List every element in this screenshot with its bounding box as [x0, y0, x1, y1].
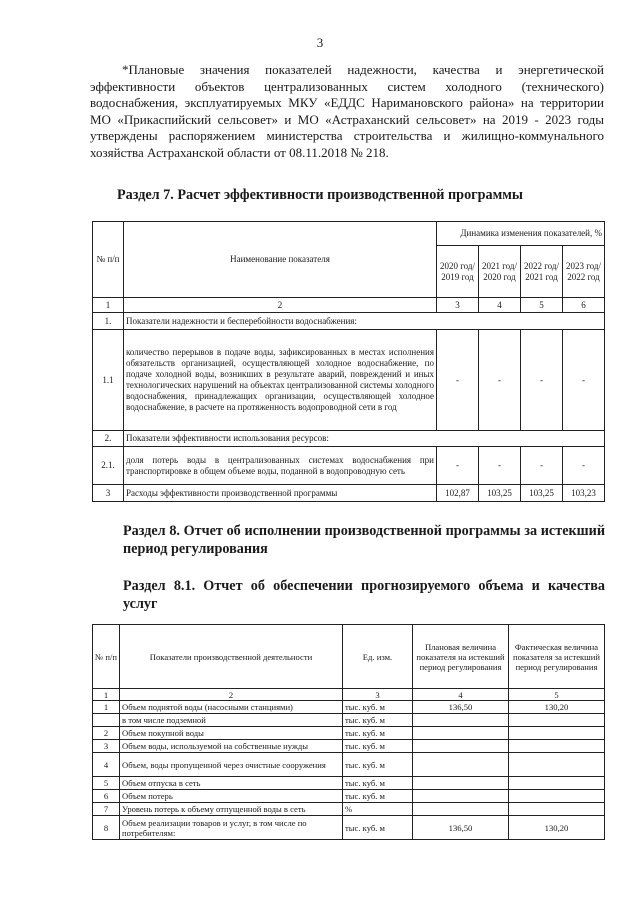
- table-row: [93, 753, 605, 777]
- row-unit: тыс. куб. м: [343, 727, 413, 740]
- row-plan: [413, 777, 509, 790]
- row-plan: [413, 803, 509, 816]
- table-row: [93, 701, 605, 714]
- header-fact: Фактическая величина показателя за истекший период регулирования: [509, 625, 605, 689]
- table-row: [93, 485, 605, 502]
- table-row: [93, 447, 605, 485]
- row-value: -: [437, 330, 479, 431]
- row-num: 5: [93, 777, 120, 790]
- row-fact: [509, 803, 605, 816]
- row-unit: тыс. куб. м: [343, 777, 413, 790]
- header-num: № п/п: [93, 222, 124, 298]
- row-name: Объем отпуска в сеть: [120, 777, 343, 790]
- row-name: Показатели надежности и бесперебойности водоснабжения:: [124, 313, 605, 330]
- row-value: 102,87: [437, 485, 479, 502]
- col-number: 4: [413, 689, 509, 701]
- row-num: 4: [93, 753, 120, 777]
- col-number: 1: [93, 298, 124, 313]
- row-unit: тыс. куб. м: [343, 714, 413, 727]
- header-year: 2022 год/ 2021 год: [521, 246, 563, 298]
- row-value: -: [479, 447, 521, 485]
- row-fact: [509, 740, 605, 753]
- table-row: [93, 777, 605, 790]
- section-8-title: Раздел 8. Отчет об исполнении производственной программы за истекший период регулирования: [123, 523, 605, 557]
- row-name: доля потерь воды в централизованных системах водоснабжения при транспортировке в общем объеме воды, поданной в водопроводную сеть: [124, 447, 437, 485]
- section-8-1-title: Раздел 8.1. Отчет об обеспечении прогнозируемого объема и качества услуг: [123, 578, 605, 612]
- row-unit: тыс. куб. м: [343, 740, 413, 753]
- row-fact: [509, 777, 605, 790]
- table-row: [93, 816, 605, 840]
- page-number: 3: [316, 35, 324, 50]
- row-fact: [509, 727, 605, 740]
- table-row: [93, 803, 605, 816]
- row-num: 3: [93, 740, 120, 753]
- row-value: -: [521, 447, 563, 485]
- row-fact: [509, 714, 605, 727]
- section-7-title: Раздел 7. Расчет эффективности производственной программы: [116, 187, 523, 203]
- table-row: [93, 727, 605, 740]
- row-plan: 136,50: [413, 816, 509, 840]
- row-num: [93, 714, 120, 727]
- table-row: [93, 313, 605, 330]
- row-fact: [509, 790, 605, 803]
- row-num: 1.1: [93, 330, 124, 431]
- row-unit: %: [343, 803, 413, 816]
- col-number: 2: [120, 689, 343, 701]
- row-name: Объем потерь: [120, 790, 343, 803]
- row-plan: [413, 753, 509, 777]
- row-num: 2.1.: [93, 447, 124, 485]
- row-name: Показатели эффективности использования ресурсов:: [124, 431, 605, 447]
- row-unit: тыс. куб. м: [343, 701, 413, 714]
- header-dynamics: Динамика изменения показателей, %: [437, 222, 605, 246]
- row-num: 1: [93, 701, 120, 714]
- row-value: -: [479, 330, 521, 431]
- col-number: 2: [124, 298, 437, 313]
- row-value: -: [563, 447, 605, 485]
- col-number: 1: [93, 689, 120, 701]
- row-plan: [413, 790, 509, 803]
- row-plan: 136,50: [413, 701, 509, 714]
- row-value: 103,23: [563, 485, 605, 502]
- row-plan: [413, 740, 509, 753]
- row-num: 8: [93, 816, 120, 840]
- row-name: Объем покупной воды: [120, 727, 343, 740]
- row-unit: тыс. куб. м: [343, 816, 413, 840]
- header-num: № п/п: [93, 625, 120, 689]
- row-fact: 130,20: [509, 816, 605, 840]
- row-name: Объем поднятой воды (насосными станциями): [120, 701, 343, 714]
- footnote-paragraph: *Плановые значения показателей надежности, качества и энергетической эффективности объектов централизованных систем холодного (технического) водоснабжения, эксплуатируемых МКУ «ЕДДС Наримановского района» на территории МО «Прикаспийский сельсовет» и МО «Астраханский сельсовет» на 2019 - 2023 годы утверждены распоряжением министерства строительства и жилищно-коммунального хозяйства Астраханской области от 08.11.2018 № 218.: [90, 62, 604, 160]
- row-num: 2.: [93, 431, 124, 447]
- row-name: Расходы эффективности производственной программы: [124, 485, 437, 502]
- row-fact: 130,20: [509, 701, 605, 714]
- header-name: Показатели производственной деятельности: [120, 625, 343, 689]
- efficiency-table: [92, 221, 605, 502]
- row-unit: тыс. куб. м: [343, 790, 413, 803]
- service-volume-table: [92, 624, 605, 840]
- col-number: 3: [343, 689, 413, 701]
- row-value: 103,25: [521, 485, 563, 502]
- row-name: Объем реализации товаров и услуг, в том числе по потребителям:: [120, 816, 343, 840]
- row-name: Уровень потерь к объему отпущенной воды в сеть: [120, 803, 343, 816]
- col-number: 3: [437, 298, 479, 313]
- row-num: 7: [93, 803, 120, 816]
- table-row: [93, 714, 605, 727]
- header-unit: Ед. изм.: [343, 625, 413, 689]
- table-row: [93, 740, 605, 753]
- row-value: -: [563, 330, 605, 431]
- header-year: 2023 год/ 2022 год: [563, 246, 605, 298]
- header-year: 2020 год/ 2019 год: [437, 246, 479, 298]
- header-plan: Плановая величина показателя на истекший период регулирования: [413, 625, 509, 689]
- col-number: 6: [563, 298, 605, 313]
- table-row: [93, 790, 605, 803]
- row-value: 103,25: [479, 485, 521, 502]
- row-value: -: [437, 447, 479, 485]
- col-number: 5: [521, 298, 563, 313]
- row-plan: [413, 714, 509, 727]
- row-name: количество перерывов в подаче воды, зафиксированных в местах исполнения обязательств организацией, осуществляющей холодное водоснабжение, по подаче холодной воды, возникших в результате аварий, повреждений и иных технологических нарушений на объектах централизованной системы холодного водоснабжения, принадлежащих организации, осуществляющей холодное водоснабжение, в расчете на протяженность водопроводной сети в год: [124, 330, 437, 431]
- row-num: 2: [93, 727, 120, 740]
- row-name: Объем, воды пропущенной через очистные сооружения: [120, 753, 343, 777]
- row-num: 3: [93, 485, 124, 502]
- row-name: Объем воды, используемой на собственные нужды: [120, 740, 343, 753]
- row-num: 1.: [93, 313, 124, 330]
- col-number: 5: [509, 689, 605, 701]
- header-name: Наименование показателя: [124, 222, 437, 298]
- row-unit: тыс. куб. м: [343, 753, 413, 777]
- row-plan: [413, 727, 509, 740]
- row-value: -: [521, 330, 563, 431]
- table-row: [93, 330, 605, 431]
- row-name: в том числе подземной: [120, 714, 343, 727]
- row-fact: [509, 753, 605, 777]
- row-num: 6: [93, 790, 120, 803]
- header-year: 2021 год/ 2020 год: [479, 246, 521, 298]
- col-number: 4: [479, 298, 521, 313]
- table-row: [93, 431, 605, 447]
